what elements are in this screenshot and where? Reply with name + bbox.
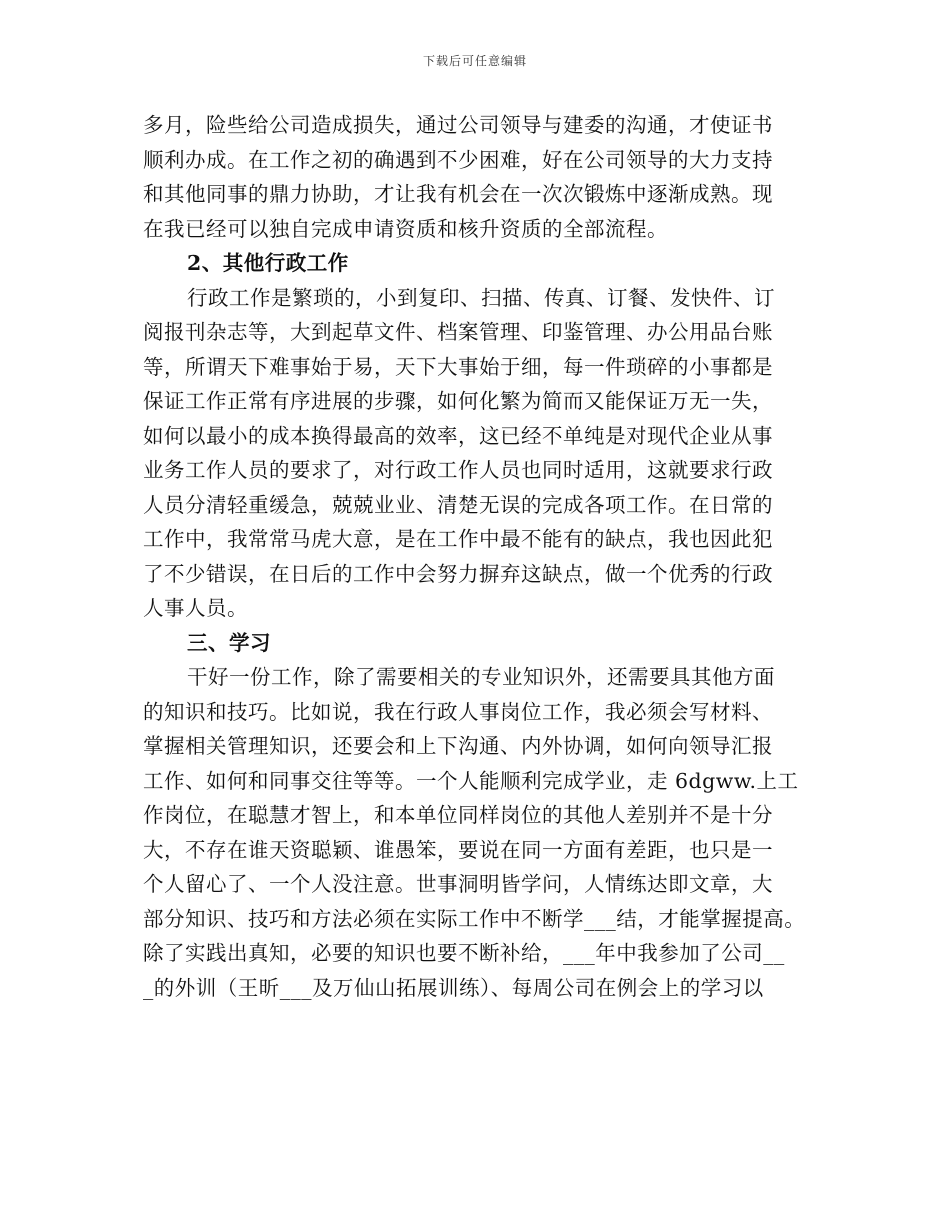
section-heading: 三、学习: [187, 630, 271, 655]
paragraph-line: _的外训（王昕___及万仙山拓展训练）、每周公司在例会上的学习以: [143, 975, 764, 1000]
paragraph-line: 大，不存在谁天资聪颖、谁愚笨，要说在同一方面有差距，也只是一: [143, 837, 773, 862]
paragraph-line: 的知识和技巧。比如说，我在行政人事岗位工作，我必须会写材料、: [143, 699, 773, 724]
paragraph-line: 个人留心了、一个人没注意。世事洞明皆学问，人情练达即文章，大: [143, 872, 773, 896]
paragraph-line: 业务工作人员的要求了，对行政工作人员也同时适用，这就要求行政: [143, 458, 773, 482]
paragraph-line: 人员分清轻重缓急，兢兢业业、清楚无误的完成各项工作。在日常的: [143, 492, 773, 517]
paragraph-line: 行政工作是繁琐的，小到复印、扫描、传真、订餐、发快件、订: [187, 285, 775, 310]
paragraph-line: 工作中，我常常马虎大意，是在工作中最不能有的缺点，我也因此犯: [143, 527, 773, 551]
paragraph-line: 如何以最小的成本换得最高的效率，这已经不单纯是对现代企业从事: [143, 423, 773, 448]
paragraph-line: 和其他同事的鼎力协助，才让我有机会在一次次锻炼中逐渐成熟。现: [143, 182, 773, 206]
paragraph-line: 阅报刊杂志等，大到起草文件、档案管理、印鉴管理、办公用品台账: [143, 320, 773, 344]
paragraph-line: 除了实践出真知，必要的知识也要不断补给，___年中我参加了公司__: [143, 941, 785, 965]
page-header: 下载后可任意编辑: [422, 54, 527, 68]
paragraph-line: 工作、如何和同事交往等等。一个人能顺利完成学业，走 6dgww.上工: [143, 768, 799, 793]
paragraph-line: 掌握相关管理知识，还要会和上下沟通、内外协调，如何向领导汇报: [143, 734, 773, 758]
paragraph-line: 干好一份工作，除了需要相关的专业知识外，还需要具其他方面: [187, 665, 775, 689]
paragraph-line: 多月，险些给公司造成损失，通过公司领导与建委的沟通，才使证书: [143, 113, 773, 137]
paragraph-line: 顺利办成。在工作之初的确遇到不少困难，好在公司领导的大力支持: [143, 147, 773, 172]
paragraph-line: 等，所谓天下难事始于易，天下大事始于细，每一件琐碎的小事都是: [143, 354, 773, 379]
section-heading: 2、其他行政工作: [187, 251, 349, 275]
paragraph-line: 了不少错误，在日后的工作中会努力摒弃这缺点，做一个优秀的行政: [143, 561, 773, 586]
paragraph-line: 人事人员。: [143, 596, 248, 620]
paragraph-line: 部分知识、技巧和方法必须在实际工作中不断学___结，才能掌握提高。: [143, 906, 806, 931]
document-body: [143, 108, 823, 1005]
paragraph-line: 作岗位，在聪慧才智上，和本单位同样岗位的其他人差别并不是十分: [143, 803, 773, 827]
paragraph-line: 在我已经可以独自完成申请资质和核升资质的全部流程。: [143, 216, 668, 241]
paragraph-line: 保证工作正常有序进展的步骤，如何化繁为简而又能保证万无一失，: [143, 389, 773, 413]
